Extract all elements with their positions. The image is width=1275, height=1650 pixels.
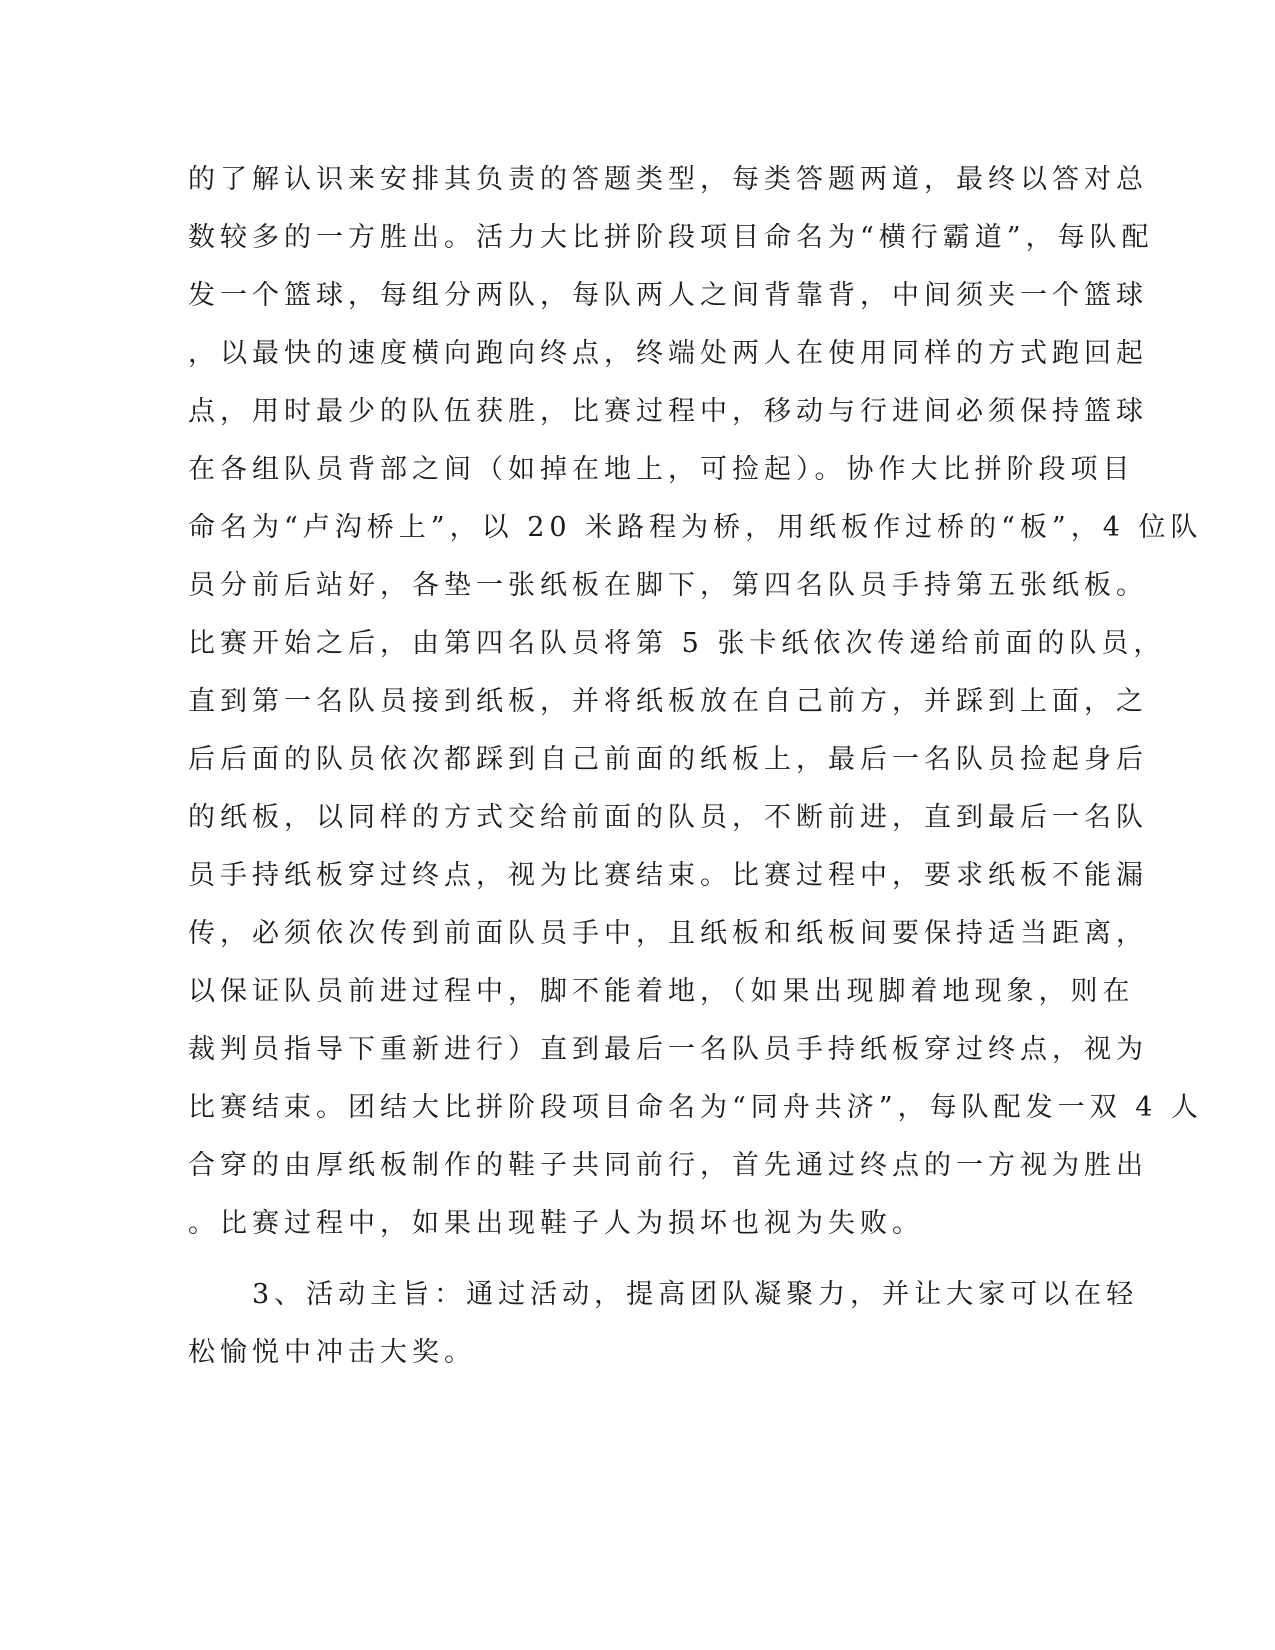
text-line: ，以最快的速度横向跑向终点，终端处两人在使用同样的方式跑回起 (188, 338, 1148, 369)
text-line: 员分前后站好，各垫一张纸板在脚下，第四名队员手持第五张纸板。 (188, 570, 1148, 601)
text-line: 在各组队员背部之间（如掉在地上，可捡起）。协作大比拼阶段项目 (188, 454, 1135, 485)
text-line: 员手持纸板穿过终点，视为比赛结束。比赛过程中，要求纸板不能漏 (188, 860, 1148, 891)
text-line: 松愉悦中冲击大奖。 (188, 1337, 476, 1368)
text-line: 发一个篮球，每组分两队，每队两人之间背靠背，中间须夹一个篮球 (188, 280, 1148, 311)
text-line: 的了解认识来安排其负责的答题类型，每类答题两道，最终以答对总 (188, 164, 1148, 195)
text-line: 后后面的队员依次都踩到自己前面的纸板上，最后一名队员捡起身后 (188, 744, 1148, 775)
text-line: 3、活动主旨：通过活动，提高团队凝聚力，并让大家可以在轻 (188, 1279, 1139, 1310)
text-line: 以保证队员前进过程中，脚不能着地，（如果出现脚着地现象，则在 (188, 976, 1135, 1007)
text-line: 传，必须依次传到前面队员手中，且纸板和纸板间要保持适当距离， (188, 918, 1148, 949)
text-line: 。比赛过程中，如果出现鞋子人为损坏也视为失败。 (188, 1208, 924, 1239)
text-line: 数较多的一方胜出。活力大比拼阶段项目命名为“横行霸道”，每队配 (188, 222, 1154, 253)
text-line: 裁判员指导下重新进行）直到最后一名队员手持纸板穿过终点，视为 (188, 1034, 1148, 1065)
text-line: 命名为“卢沟桥上”，以 20 米路程为桥，用纸板作过桥的“板”，4 位队 (188, 512, 1203, 543)
text-line: 点，用时最少的队伍获胜，比赛过程中，移动与行进间必须保持篮球 (188, 396, 1148, 427)
text-line: 比赛开始之后，由第四名队员将第 5 张卡纸依次传递给前面的队员， (188, 628, 1166, 659)
text-line: 合穿的由厚纸板制作的鞋子共同前行，首先通过终点的一方视为胜出 (188, 1150, 1148, 1181)
text-line: 的纸板，以同样的方式交给前面的队员，不断前进，直到最后一名队 (188, 802, 1148, 833)
text-line: 比赛结束。团结大比拼阶段项目命名为“同舟共济”，每队配发一双 4 人 (188, 1092, 1203, 1123)
text-line: 直到第一名队员接到纸板，并将纸板放在自己前方，并踩到上面，之 (188, 686, 1148, 717)
